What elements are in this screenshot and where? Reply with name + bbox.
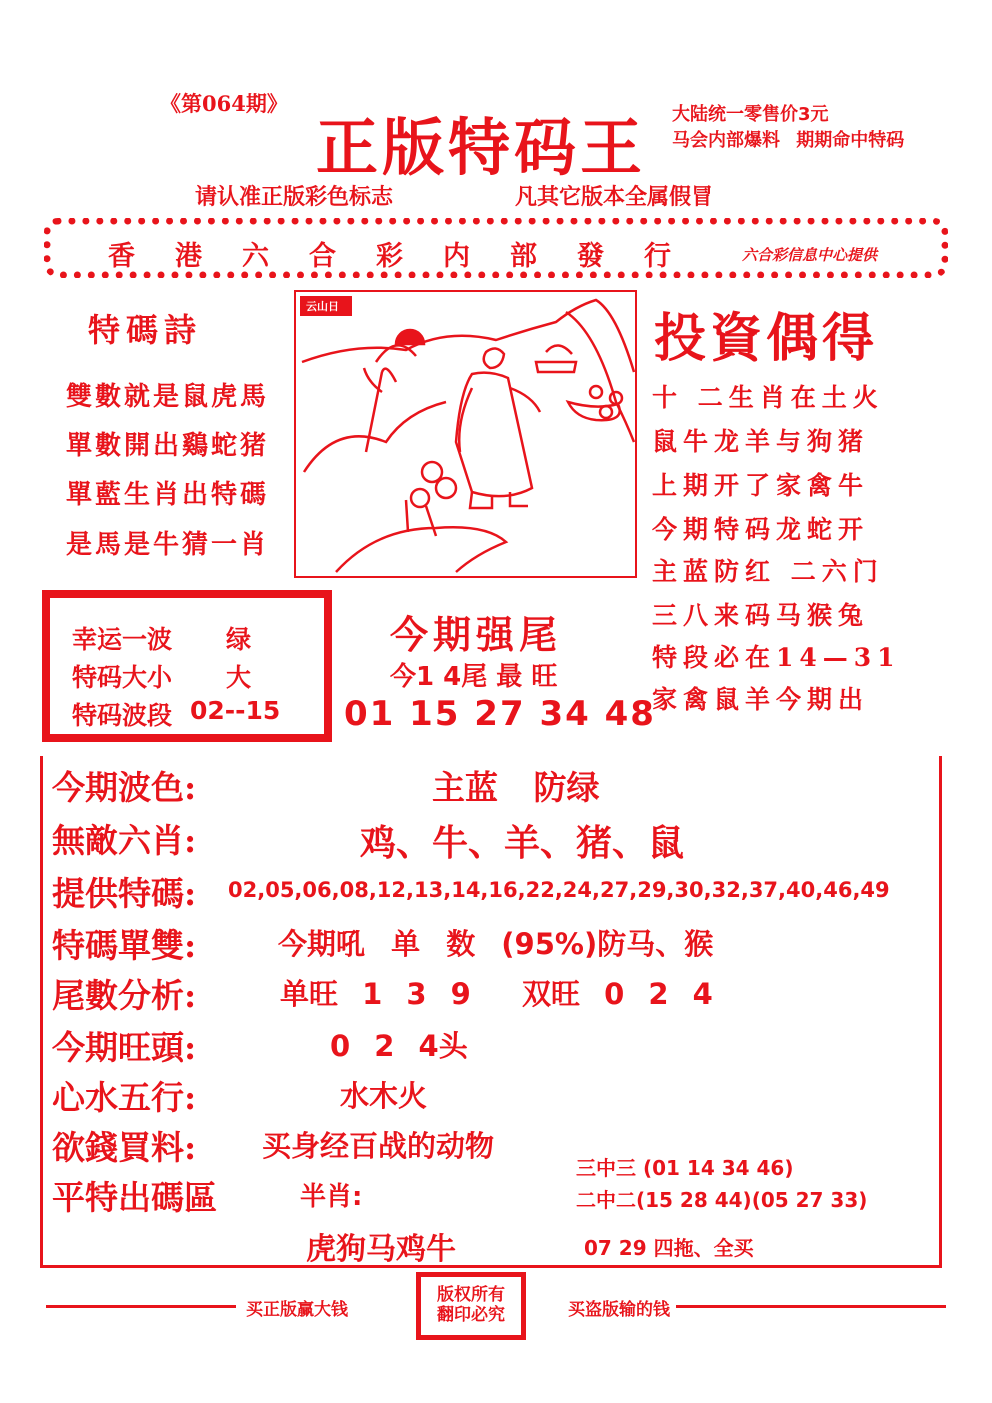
- head-label: 今期旺頭:: [52, 1028, 197, 1067]
- brand-title: 正版特码王: [316, 111, 647, 184]
- tail-analysis-label: 尾數分析:: [52, 976, 197, 1015]
- lucky-wave-value: 绿: [226, 625, 252, 654]
- scholar-illustration: [294, 290, 637, 578]
- tail-double-value: 双旺 0 2 4: [522, 977, 713, 1011]
- combo-two: 二中二(15 28 44)(05 27 33): [576, 1188, 868, 1212]
- combo-drag: 07 29 四拖、全买: [584, 1236, 754, 1260]
- strong-tail-sub: 今1 4尾 最 旺: [390, 662, 558, 692]
- lucky-size-label: 特码大小: [72, 663, 173, 692]
- buy-hint-value: 买身经百战的动物: [262, 1129, 495, 1163]
- special-code-value: 02,05,06,08,12,13,14,16,22,24,27,29,30,32,37,40,46,49: [228, 878, 890, 902]
- strong-tail-title: 今期强尾: [390, 612, 563, 657]
- odd-even-value: 今期吼 单 数 (95%)防马、猴: [278, 927, 714, 961]
- footer-right-slogan: 买盗版输的钱: [568, 1300, 670, 1320]
- issue-number: 《第064期》: [160, 91, 288, 116]
- lucky-size-row: [72, 658, 252, 694]
- invest-line: 十 二生肖在土火: [652, 383, 884, 412]
- tail-single-value: 单旺 1 3 9: [280, 977, 471, 1011]
- invest-line: 今期特码龙蛇开: [652, 515, 870, 544]
- head-value: 0 2 4头: [330, 1029, 468, 1063]
- copyright-line: 版权所有: [437, 1285, 505, 1305]
- copyright-line: 翻印必究: [437, 1305, 505, 1325]
- poem-title: 特碼詩: [88, 311, 203, 349]
- copyright-box: [416, 1272, 526, 1340]
- ping-te-label: 平特出碼區: [52, 1178, 217, 1217]
- odd-even-label: 特碼單雙:: [52, 926, 197, 965]
- five-elements-value: 水木火: [340, 1079, 428, 1113]
- poem-line: 是馬是牛猜一肖: [66, 530, 270, 560]
- footer-rule-left: [46, 1305, 236, 1308]
- lucky-wave-label: 幸运一波: [72, 625, 173, 654]
- wave-color-value: 主蓝 防绿: [432, 768, 600, 807]
- invest-line: 上期开了家禽牛: [652, 471, 870, 500]
- insider-note: 马会内部爆料 期期命中特码: [672, 130, 905, 151]
- wave-color-label: 今期波色:: [52, 768, 197, 807]
- lucky-range-label: 特码波段: [72, 701, 173, 730]
- invest-line: 三八来码马猴兔: [652, 601, 870, 630]
- lucky-wave-row: [72, 620, 252, 656]
- invest-title: 投資偶得: [654, 308, 879, 369]
- strong-tail-numbers: 01 15 27 34 48: [344, 694, 656, 734]
- six-zodiac-value: 鸡、牛、羊、猪、鼠: [360, 823, 685, 864]
- fake-warning: 凡其它版本全属假冒: [515, 185, 714, 210]
- half-zodiac-value: 虎狗马鸡牛: [306, 1232, 456, 1267]
- invest-line: 特段必在14—31: [652, 643, 901, 672]
- footer-left-slogan: 买正版赢大钱: [246, 1300, 348, 1320]
- invest-line: 鼠牛龙羊与狗猪: [652, 427, 870, 456]
- hk-issuer-banner: 香港六合彩内部發行: [108, 241, 711, 272]
- combo-three: 三中三 (01 14 34 46): [576, 1156, 794, 1180]
- lucky-range-row: [72, 696, 281, 732]
- lucky-size-value: 大: [226, 663, 252, 692]
- half-zodiac-label: 半肖:: [300, 1182, 363, 1212]
- lucky-range-value: 02--15: [190, 696, 281, 725]
- poem-line: 雙數就是鼠虎馬: [66, 382, 270, 412]
- poem-line: 單數開出鷄蛇猪: [66, 431, 270, 461]
- five-elements-label: 心水五行:: [52, 1078, 197, 1117]
- footer-rule-right: [676, 1305, 946, 1308]
- price-note: 大陆统一零售价3元: [672, 104, 829, 125]
- landscape-drawing: [296, 292, 635, 576]
- invest-line: 家禽鼠羊今期出: [652, 685, 870, 714]
- recognize-note: 请认准正版彩色标志: [195, 185, 394, 210]
- poem-line: 單藍生肖出特碼: [66, 480, 270, 510]
- six-zodiac-label: 無敵六肖:: [52, 821, 197, 860]
- illustration-seal: 云山日: [306, 300, 339, 313]
- invest-line: 主蓝防红 二六门: [652, 557, 884, 586]
- special-code-label: 提供特碼:: [52, 874, 197, 913]
- buy-hint-label: 欲錢買料:: [52, 1128, 197, 1167]
- provider-note: 六合彩信息中心提供: [742, 246, 878, 264]
